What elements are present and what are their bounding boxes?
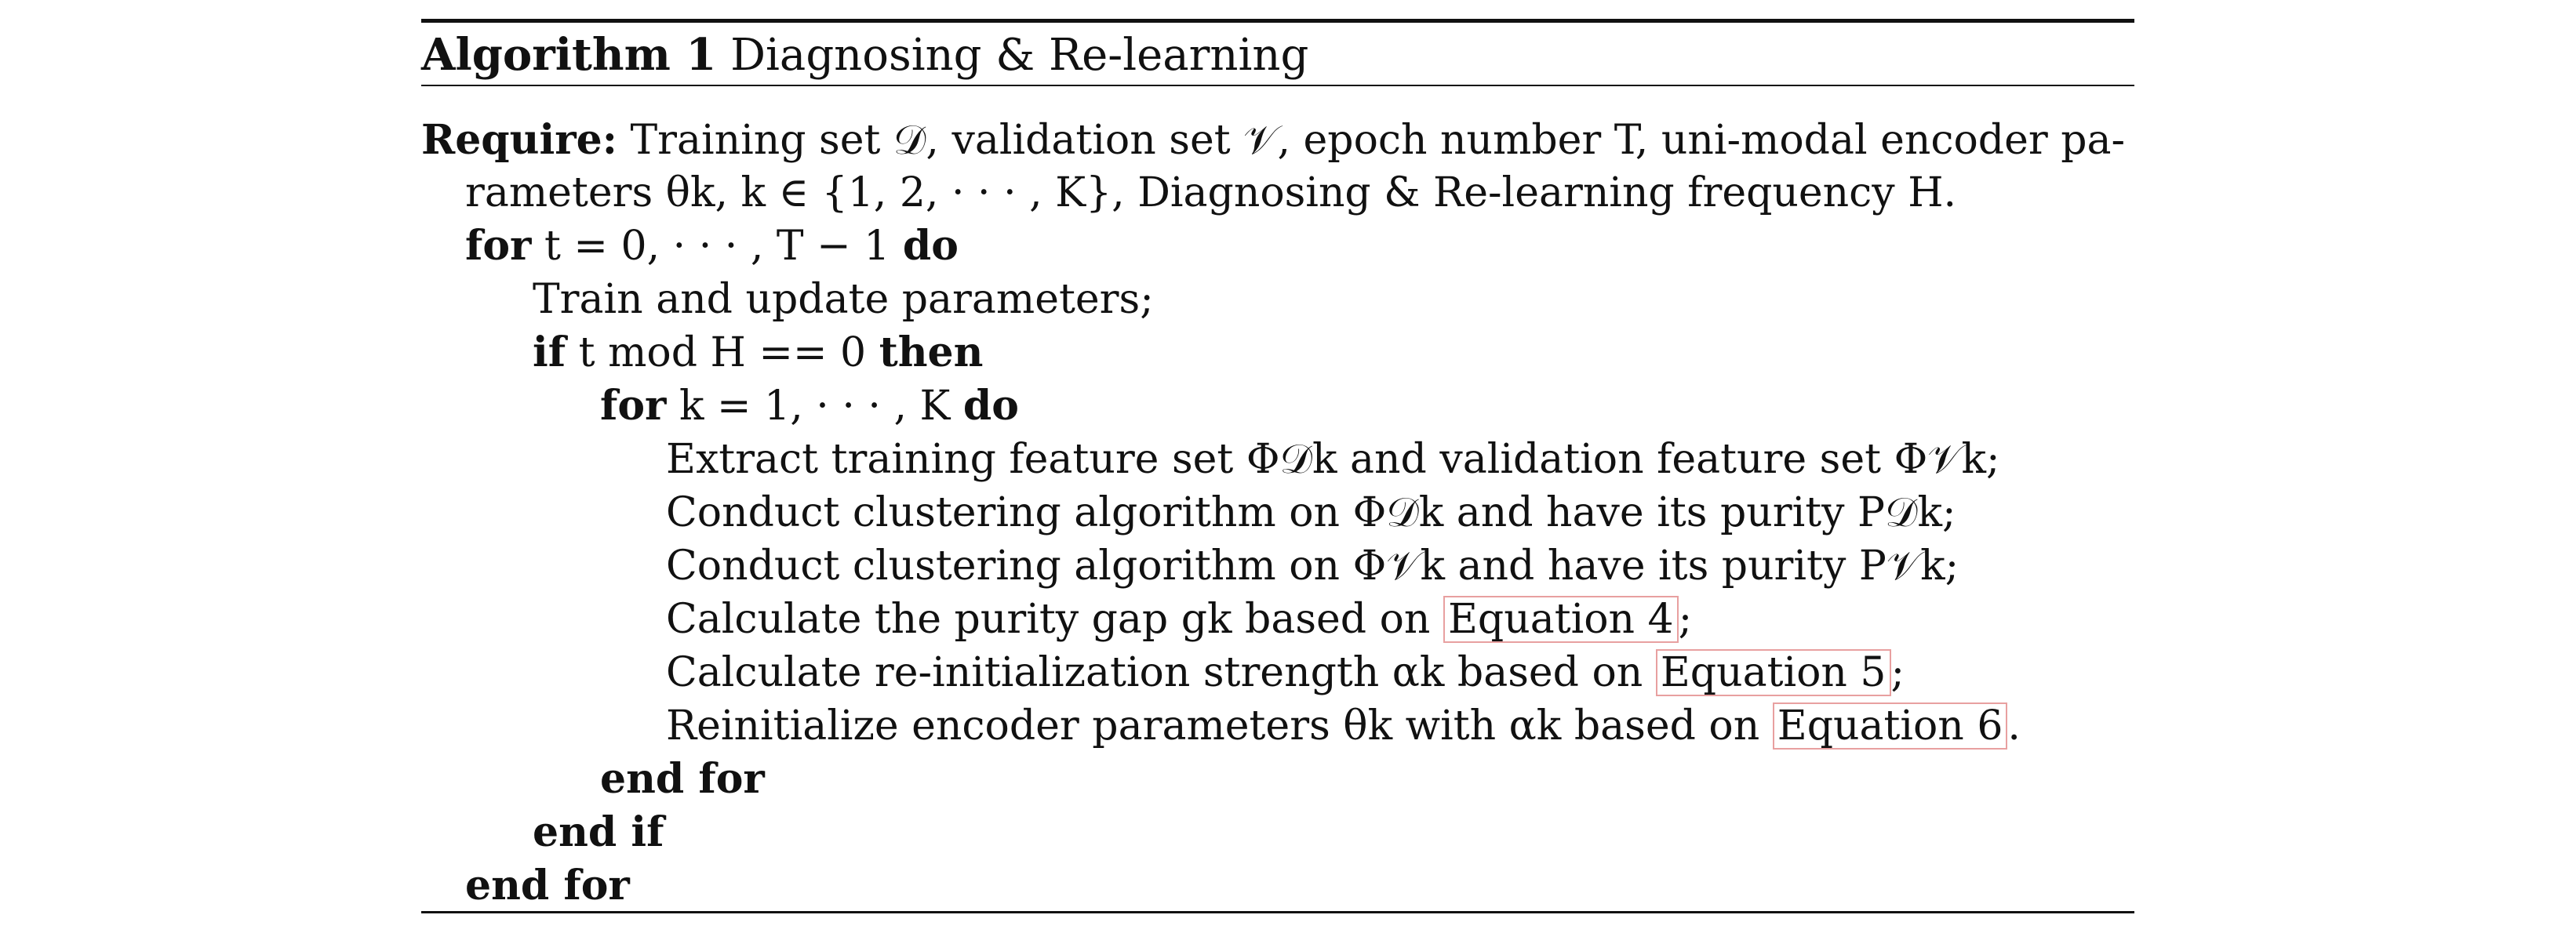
end-if-line xyxy=(533,808,664,857)
caption-rule xyxy=(421,85,2134,86)
require-text-2: rameters θk, k ∈ {1, 2, · · · , K}, Diagnosing & Re-learning frequency H. xyxy=(465,169,1957,216)
reinit-strength-text: Calculate re-initialization strength αk based on xyxy=(666,649,1643,696)
if-line xyxy=(533,329,983,377)
algorithm-caption xyxy=(421,30,1308,81)
for-k-keyword: for xyxy=(600,382,667,430)
train-line xyxy=(533,275,1154,324)
require-text-1: Training set 𝒟, validation set 𝒱, epoch number T, uni-modal encoder pa- xyxy=(630,117,2126,164)
reinit-strength-line xyxy=(666,648,1905,697)
equation-6-link[interactable]: Equation 6 xyxy=(1773,702,2008,750)
reinit-encoder-punct: . xyxy=(2007,702,2021,750)
end-for-t-line xyxy=(465,862,630,910)
if-keyword: if xyxy=(533,329,566,376)
if-condition: t mod H == 0 xyxy=(578,329,867,376)
cluster-val-text: Conduct clustering algorithm on Φ𝒱k and have its purity P𝒱k; xyxy=(666,543,1959,590)
reinit-encoder-line xyxy=(666,702,2021,750)
end-for-k-keyword: end for xyxy=(600,755,765,803)
then-keyword: then xyxy=(879,329,984,376)
require-line-2 xyxy=(465,169,1956,217)
cluster-train-text: Conduct clustering algorithm on Φ𝒟k and have its purity P𝒟k; xyxy=(666,489,1956,536)
end-for-k-line xyxy=(600,755,765,804)
purity-gap-punct: ; xyxy=(1678,596,1693,643)
for-k-line xyxy=(600,382,1019,430)
algorithm-block xyxy=(421,19,2134,914)
algorithm-title: Diagnosing & Re-learning xyxy=(730,30,1309,81)
cluster-train-line xyxy=(666,488,1956,537)
for-k-range: k = 1, · · · , K xyxy=(679,383,951,430)
extract-text: Extract training feature set Φ𝒟k and validation feature set Φ𝒱k; xyxy=(666,436,2000,483)
for-keyword: for xyxy=(465,222,532,270)
reinit-strength-punct: ; xyxy=(1890,649,1905,696)
end-for-t-keyword: end for xyxy=(465,862,630,909)
reinit-encoder-text: Reinitialize encoder parameters θk with αk based on xyxy=(666,702,1760,750)
top-rule xyxy=(421,19,2134,23)
for-t-line xyxy=(465,222,959,270)
equation-5-link[interactable]: Equation 5 xyxy=(1656,649,1891,696)
equation-4-link[interactable]: Equation 4 xyxy=(1443,596,1679,643)
do-k-keyword: do xyxy=(962,382,1019,430)
end-if-keyword: end if xyxy=(533,808,664,856)
require-keyword: Require: xyxy=(421,116,617,164)
require-line-1 xyxy=(421,116,2125,165)
purity-gap-text: Calculate the purity gap gk based on xyxy=(666,596,1431,643)
cluster-val-line xyxy=(666,542,1959,590)
algorithm-label: Algorithm 1 xyxy=(421,29,717,81)
for-t-range: t = 0, · · · , T − 1 xyxy=(544,223,890,270)
bottom-rule xyxy=(421,911,2134,913)
train-text: Train and update parameters; xyxy=(533,276,1154,323)
purity-gap-line xyxy=(666,595,1692,644)
extract-line xyxy=(666,435,2000,484)
do-keyword: do xyxy=(902,222,959,270)
